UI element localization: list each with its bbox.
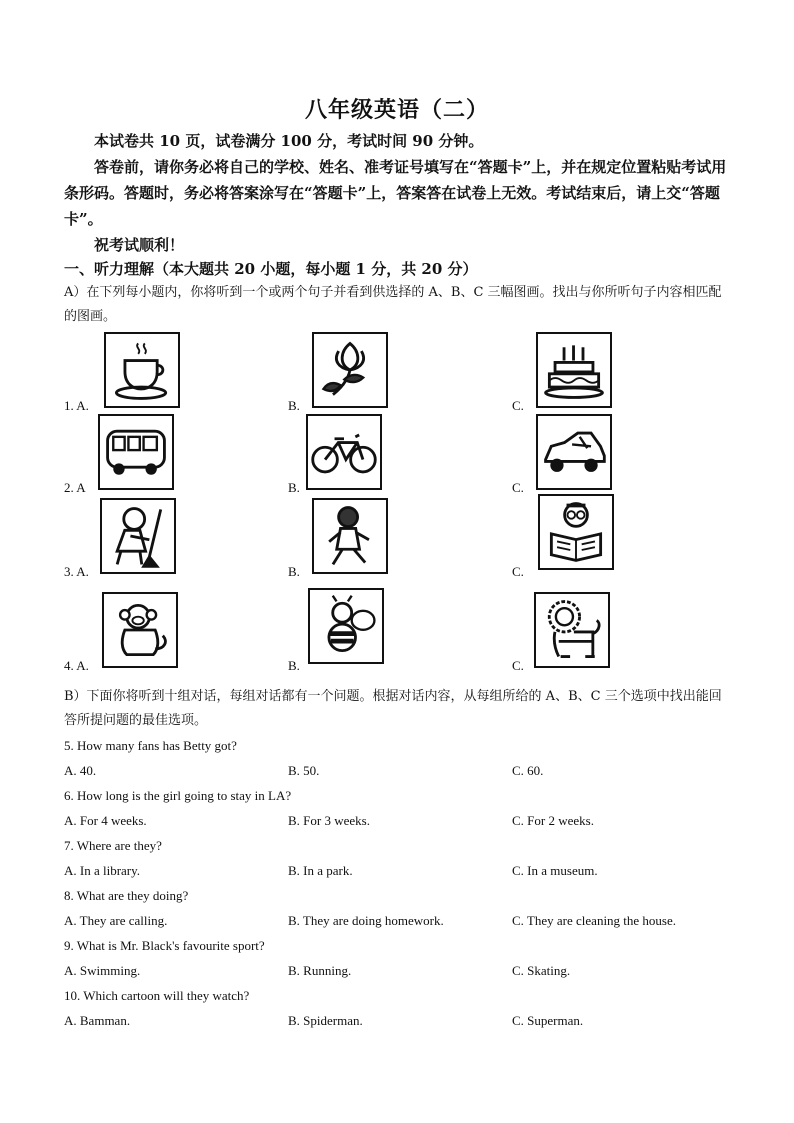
option-b: B. Running. (288, 963, 352, 978)
coffee-cup-icon (104, 332, 180, 408)
picture-row-3 (0, 498, 794, 578)
option-a: A. In a library. (64, 863, 141, 878)
bicycle-icon (306, 414, 382, 490)
option-b-label: B. (288, 658, 300, 673)
lion-icon (534, 592, 610, 668)
option-b-label: B. (288, 398, 300, 413)
option-c: C. They are cleaning the house. (512, 913, 677, 928)
intro-good-luck: 祝考试顺利！ (94, 236, 185, 254)
row-label: 4. A. (64, 658, 89, 673)
option-b: B. They are doing homework. (288, 913, 444, 928)
part-b-instructions: B）下面你将听到十组对话，每组对话都有一个问题。根据对话内容，从每组所给的 A、B、C 三个选项中找出能回答所提问题的最佳选项。 (64, 689, 722, 728)
boy-reading-icon (538, 494, 614, 570)
question-8: 8. What are they doing? (64, 888, 189, 903)
option-c-label: C. (512, 658, 524, 673)
option-a: A. 40. (64, 763, 97, 778)
option-c: C. Superman. (512, 1013, 584, 1028)
boy-sweeping-icon (100, 498, 176, 574)
bee-icon (308, 588, 384, 664)
picture-row-2 (0, 414, 794, 494)
row-label: 3. A. (64, 564, 89, 579)
option-a: A. Bamman. (64, 1013, 131, 1028)
picture-row-4 (0, 592, 794, 672)
intro-line-pages: 本试卷共 10 页，试卷满分 100 分，考试时间 90 分钟。 (94, 132, 484, 150)
row-label: 1. A. (64, 398, 89, 413)
section-heading-listening: 一、听力理解（本大题共 20 小题，每小题 1 分，共 20 分） (64, 260, 478, 278)
option-c-label: C. (512, 398, 524, 413)
intro-instructions: 答卷前，请你务必将自己的学校、姓名、准考证号填写在“答题卡”上，并在规定位置粘贴考试用条形码。答题时，务必将答案涂写在“答题卡”上，答案答在试卷上无效。考试结束后，请上交“答题卡”。 (64, 158, 727, 228)
bus-icon (98, 414, 174, 490)
option-b-label: B. (288, 480, 300, 495)
option-c: C. Skating. (512, 963, 571, 978)
option-c: C. 60. (512, 763, 544, 778)
car-icon (536, 414, 612, 490)
birthday-cake-icon (536, 332, 612, 408)
option-b-label: B. (288, 564, 300, 579)
question-6: 6. How long is the girl going to stay in LA? (64, 788, 292, 803)
option-c: C. For 2 weeks. (512, 813, 594, 828)
option-b: B. Spiderman. (288, 1013, 363, 1028)
question-10: 10. Which cartoon will they watch? (64, 988, 250, 1003)
row-label: 2. A (64, 480, 86, 495)
page-title: 八年级英语（二） (304, 97, 489, 123)
question-7: 7. Where are they? (64, 838, 162, 853)
option-a: A. For 4 weeks. (64, 813, 147, 828)
option-c-label: C. (512, 480, 524, 495)
option-b: B. In a park. (288, 863, 353, 878)
option-a: A. They are calling. (64, 913, 168, 928)
option-c: C. In a museum. (512, 863, 598, 878)
option-b: B. 50. (288, 763, 320, 778)
option-a: A. Swimming. (64, 963, 141, 978)
monkey-icon (102, 592, 178, 668)
question-5: 5. How many fans has Betty got? (64, 738, 237, 753)
question-9: 9. What is Mr. Black's favourite sport? (64, 938, 265, 953)
option-c-label: C. (512, 564, 524, 579)
option-b: B. For 3 weeks. (288, 813, 370, 828)
part-a-instructions: A）在下列每小题内，你将听到一个或两个句子并看到供选择的 A、B、C 三幅图画。找出与你所听句子内容相匹配的图画。 (64, 285, 722, 324)
picture-row-1 (0, 332, 794, 412)
boy-dancing-icon (312, 498, 388, 574)
flower-icon (312, 332, 388, 408)
